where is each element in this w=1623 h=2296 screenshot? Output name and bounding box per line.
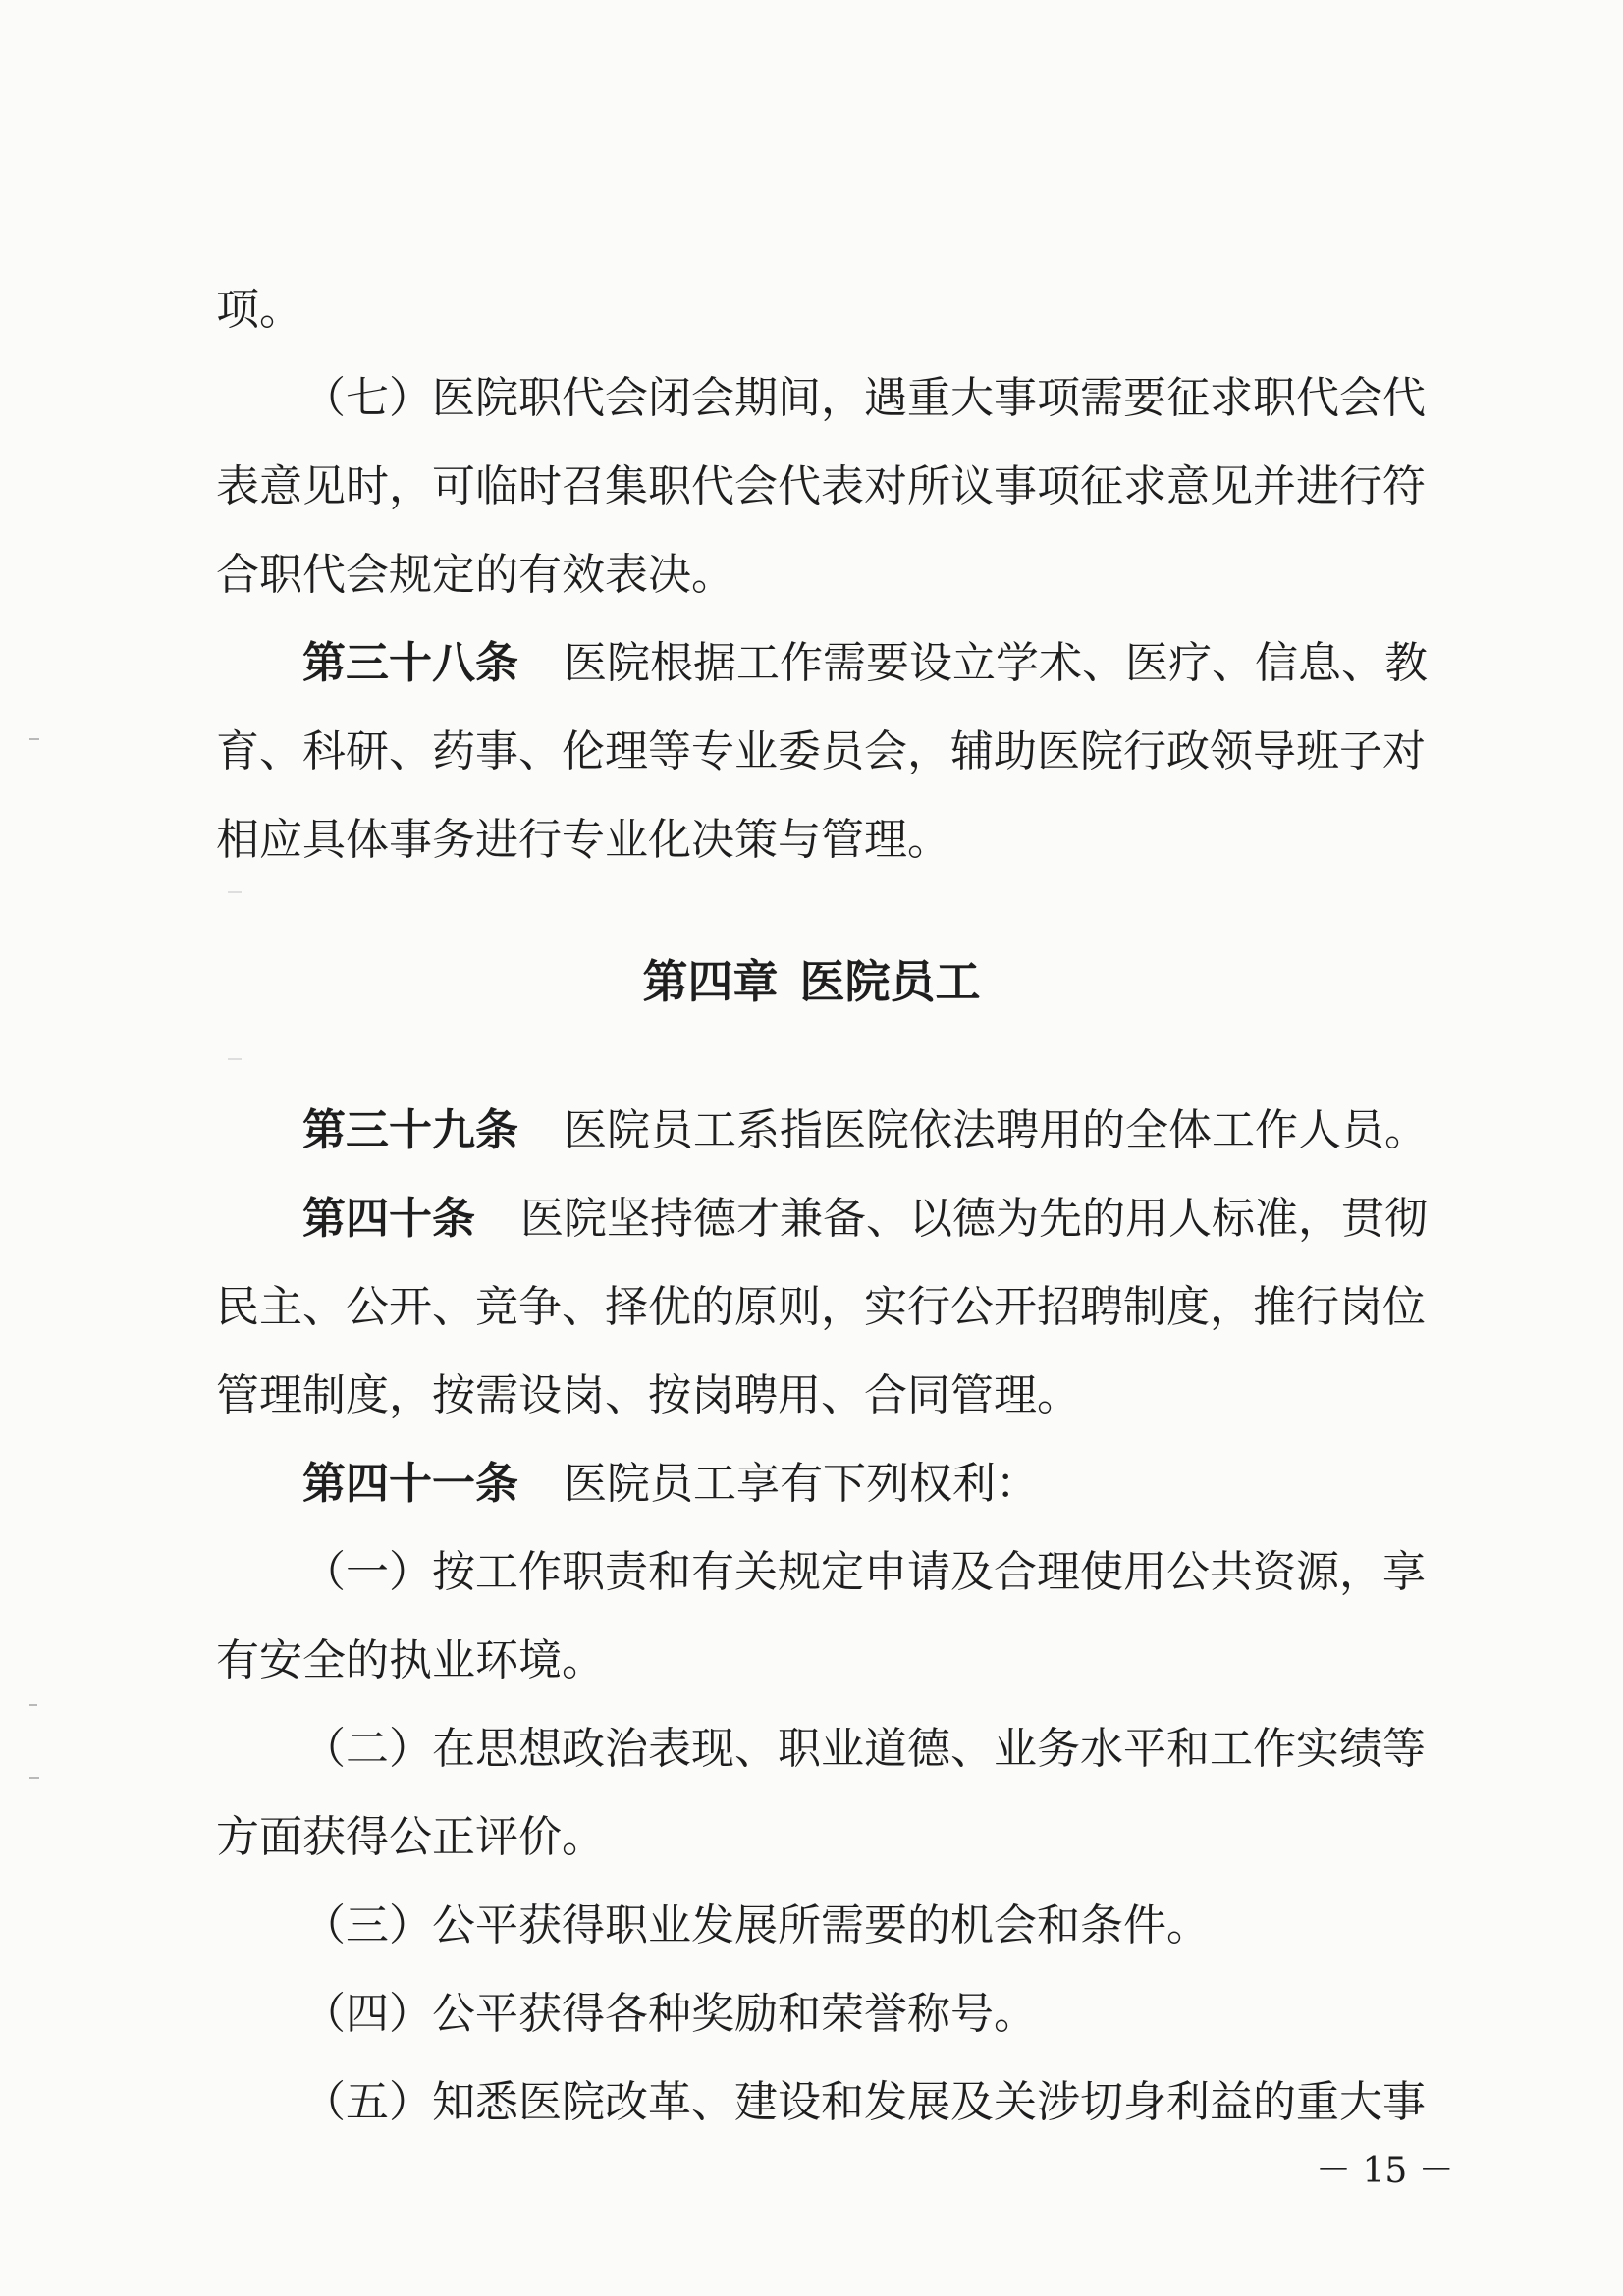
text-line bbox=[302, 2073, 1426, 2132]
text-line-content: （七）医院职代会闭会期间，遇重大事项需要征求职代会代 bbox=[302, 373, 1426, 423]
text-line-content: （四）公平获得各种奖励和荣誉称号。 bbox=[302, 1989, 1037, 2039]
text-line-content: （一）按工作职责和有关规定申请及合理使用公共资源，享 bbox=[302, 1547, 1426, 1597]
article-label: 第三十九条 bbox=[302, 1105, 518, 1155]
text-line bbox=[216, 811, 950, 870]
text-line-content: 相应具体事务进行专业化决策与管理。 bbox=[216, 815, 950, 865]
text-line-content: 有安全的执业环境。 bbox=[216, 1635, 605, 1685]
article-39-line bbox=[302, 1101, 1428, 1160]
text-line bbox=[216, 1631, 605, 1690]
scan-speck bbox=[29, 738, 39, 740]
text-line bbox=[216, 457, 1426, 516]
text-line bbox=[302, 1543, 1426, 1602]
article-38-first-line bbox=[302, 634, 1428, 693]
text-line bbox=[302, 1896, 1210, 1955]
text-line bbox=[216, 546, 734, 605]
chapter-number: 第四章 bbox=[642, 955, 779, 1008]
text-line bbox=[216, 1278, 1426, 1337]
text-line bbox=[216, 281, 302, 340]
text-line-content: 医院根据工作需要设立学术、医疗、信息、教 bbox=[564, 638, 1428, 688]
text-line bbox=[216, 1366, 1080, 1425]
article-label: 第四十一条 bbox=[302, 1459, 518, 1509]
text-line bbox=[216, 1808, 605, 1867]
chapter-heading bbox=[0, 952, 1623, 1011]
text-line-content: 育、科研、药事、伦理等专业委员会，辅助医院行政领导班子对 bbox=[216, 726, 1426, 776]
scan-speck bbox=[228, 891, 242, 893]
text-line-content: （三）公平获得职业发展所需要的机会和条件。 bbox=[302, 1900, 1210, 1950]
text-line-content: 医院坚持德才兼备、以德为先的用人标准，贯彻 bbox=[520, 1194, 1428, 1244]
text-line-content: 医院员工享有下列权利： bbox=[564, 1459, 1039, 1509]
article-41-line bbox=[302, 1455, 1039, 1514]
text-line-content: 合职代会规定的有效表决。 bbox=[216, 550, 734, 600]
page-number: － 15 － bbox=[1316, 2151, 1454, 2191]
text-line bbox=[302, 369, 1426, 428]
text-line-content: （五）知悉医院改革、建设和发展及关涉切身利益的重大事 bbox=[302, 2077, 1426, 2127]
text-line-content: 项。 bbox=[216, 285, 302, 335]
text-line-content: 民主、公开、竞争、择优的原则，实行公开招聘制度，推行岗位 bbox=[216, 1282, 1426, 1332]
scan-speck bbox=[228, 1058, 242, 1060]
scan-speck bbox=[29, 1777, 39, 1779]
article-40-first-line bbox=[302, 1190, 1428, 1249]
chapter-title: 医院员工 bbox=[799, 955, 981, 1008]
text-line-content: （二）在思想政治表现、职业道德、业务水平和工作实绩等 bbox=[302, 1724, 1426, 1774]
text-line bbox=[216, 722, 1426, 781]
scan-speck bbox=[29, 1704, 37, 1706]
text-line-content: 医院员工系指医院依法聘用的全体工作人员。 bbox=[564, 1105, 1428, 1155]
text-line-content: 管理制度，按需设岗、按岗聘用、合同管理。 bbox=[216, 1370, 1080, 1420]
article-label: 第三十八条 bbox=[302, 638, 518, 688]
text-line-content: 方面获得公正评价。 bbox=[216, 1812, 605, 1862]
text-line-content: 表意见时，可临时召集职代会代表对所议事项征求意见并进行符 bbox=[216, 461, 1426, 511]
text-line bbox=[302, 1985, 1037, 2044]
text-line bbox=[302, 1720, 1426, 1779]
article-label: 第四十条 bbox=[302, 1194, 475, 1244]
